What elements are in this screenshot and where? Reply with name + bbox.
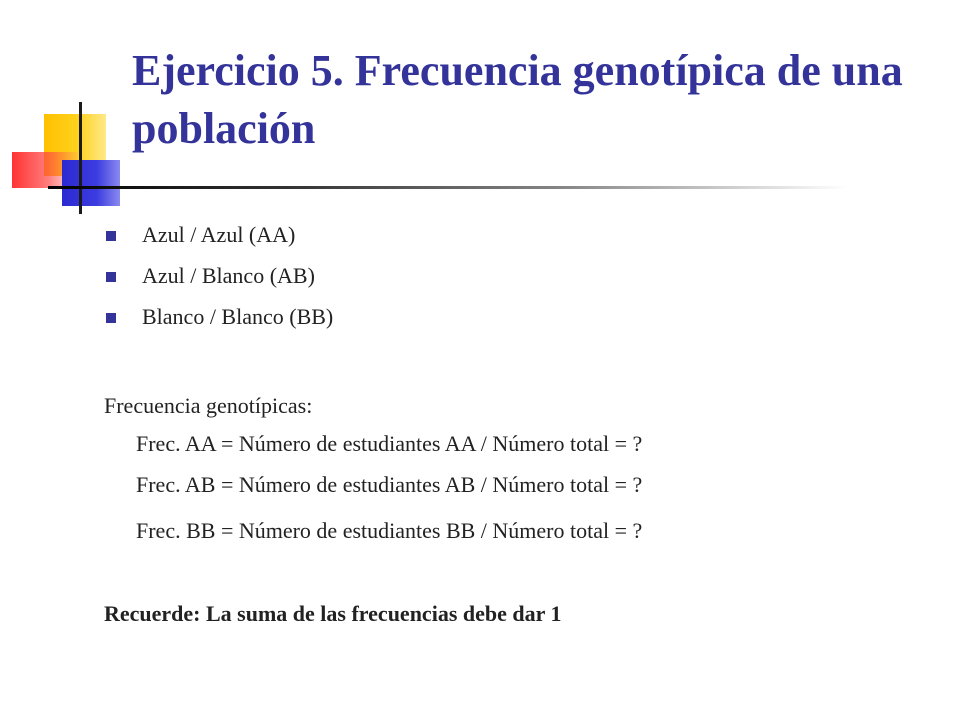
- square-bullet-icon: [106, 231, 116, 241]
- bullet-text: Azul / Azul (AA): [142, 222, 296, 247]
- square-bullet-icon: [106, 313, 116, 323]
- bullet-text: Blanco / Blanco (BB): [142, 304, 334, 329]
- formula-bb: Frec. BB = Número de estudiantes BB / Número total = ?: [136, 518, 643, 543]
- formula-ab: Frec. AB = Número de estudiantes AB / Número total = ?: [136, 472, 643, 497]
- decoration-blue-square: [62, 160, 120, 206]
- list-item: [104, 298, 333, 339]
- genotype-list: [104, 216, 333, 339]
- decoration-vertical-line: [79, 102, 82, 214]
- slide-title: Ejercicio 5. Frecuencia genotípica de una población: [132, 46, 903, 153]
- list-item: [104, 257, 333, 298]
- title-underline: [48, 186, 848, 189]
- square-bullet-icon: [106, 272, 116, 282]
- list-item: [104, 216, 333, 257]
- frequency-heading: Frecuencia genotípicas:: [104, 393, 313, 418]
- reminder-note: Recuerde: La suma de las frecuencias debe dar 1: [104, 601, 562, 626]
- formula-aa: Frec. AA = Número de estudiantes AA / Número total = ?: [136, 431, 643, 456]
- bullet-text: Azul / Blanco (AB): [142, 263, 315, 288]
